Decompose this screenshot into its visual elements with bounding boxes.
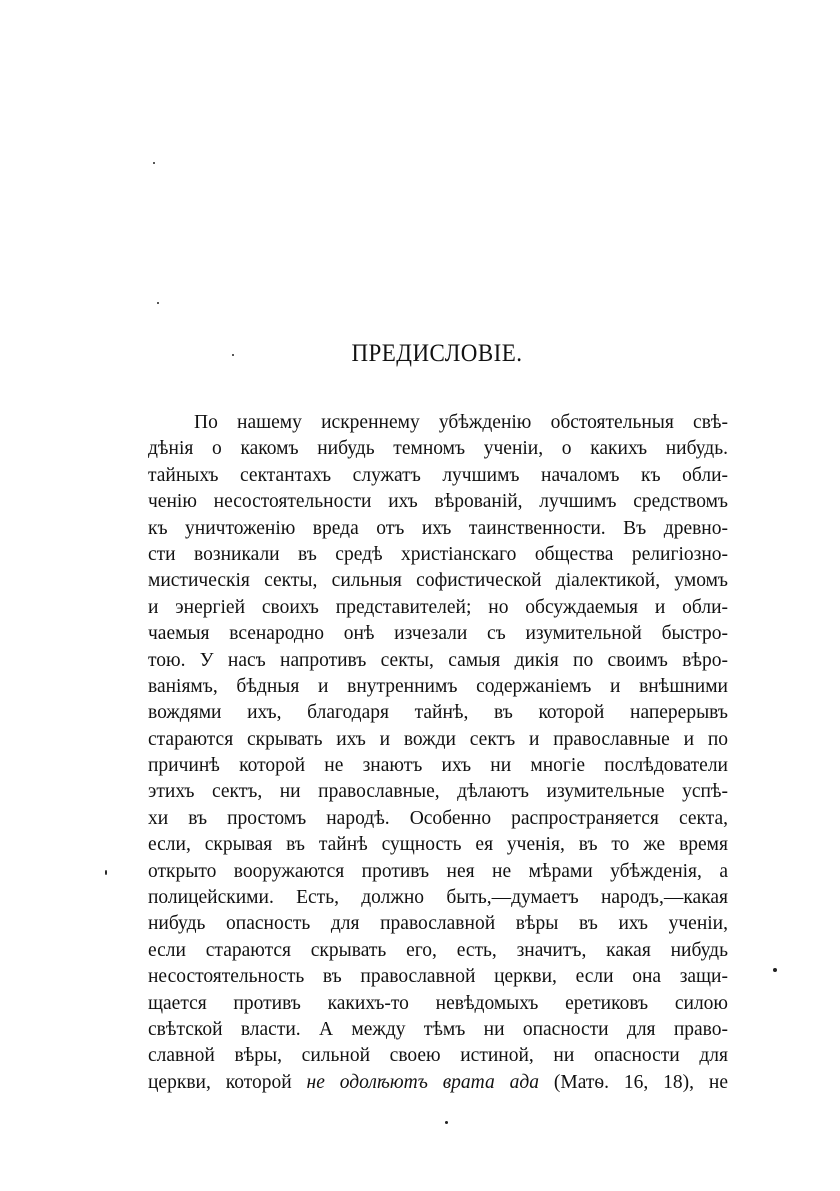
text-line: если стараются скрывать его, есть, значитъ, какая нибудь [148, 939, 728, 961]
scan-speck [773, 968, 777, 972]
scan-speck [153, 162, 155, 164]
text-line: свѣтской власти. А между тѣмъ ни опасности для право- [148, 1018, 728, 1040]
text-line: тайныхъ сектантахъ служатъ лучшимъ началомъ къ обли- [148, 464, 728, 486]
text-line: ваніямъ, бѣдныя и внутреннимъ содержаніемъ и внѣшними [148, 675, 728, 697]
text-line: сти возникали въ средѣ христіанскаго общества религіозно- [148, 543, 728, 565]
italic-quote: не одолѣютъ врата ада [306, 1071, 539, 1093]
text-fragment: (Матѳ. 16, 18), не [539, 1071, 728, 1093]
text-line: ченію несостоятельности ихъ вѣрованій, лучшимъ средствомъ [148, 491, 728, 513]
text-line: стараются скрывать ихъ и вожди сектъ и православные и по [148, 728, 728, 750]
text-line: къ уничтоженію вреда отъ ихъ таинственности. Въ древно- [148, 517, 728, 539]
scan-speck [232, 354, 234, 356]
text-line: этихъ сектъ, ни православные, дѣлаютъ изумительные успѣ- [148, 781, 728, 803]
scan-speck [157, 302, 159, 304]
text-line: дѣнія о какомъ нибудь темномъ ученіи, о какихъ нибудь. [148, 438, 728, 460]
text-line: мистическія секты, сильныя софистической діалектикой, умомъ [148, 570, 728, 592]
text-line: если, скрывая въ тайнѣ сущность ея ученія, въ то же время [148, 834, 728, 856]
scan-speck [445, 1121, 448, 1124]
text-line: и энергіей своихъ представителей; но обсуждаемыя и обли- [148, 596, 728, 618]
text-line-last [148, 1070, 728, 1096]
page-title: ПРЕДИСЛОВІЕ. [351, 340, 523, 367]
text-line: По нашему искреннему убѣжденію обстоятельныя свѣ- [194, 412, 728, 433]
scan-speck [105, 870, 107, 875]
text-line: нибудь опасность для православной вѣры въ ихъ ученіи, [148, 913, 728, 935]
text-line: чаемыя всенародно онѣ изчезали съ изумительной быстро- [148, 623, 728, 645]
text-line: полицейскими. Есть, должно быть,—думаетъ народъ,—какая [148, 887, 728, 909]
text-line: тою. У насъ напротивъ секты, самыя дикія по своимъ вѣро- [148, 649, 728, 671]
text-line: вождями ихъ, благодаря тайнѣ, въ которой наперерывъ [148, 702, 728, 724]
text-line: славной вѣры, сильной своею истиной, ни опасности для [148, 1045, 728, 1067]
text-line: несостоятельность въ православной церкви, если она защи- [148, 966, 728, 988]
text-line: открыто вооружаются противъ нея не мѣрами убѣжденія, а [148, 860, 728, 882]
text-line: причинѣ которой не знаютъ ихъ ни многіе послѣдователи [148, 755, 728, 777]
text-line: хи въ простомъ народѣ. Особенно распространяется секта, [148, 807, 728, 829]
text-line: щается противъ какихъ-то невѣдомыхъ еретиковъ силою [148, 992, 728, 1014]
text-fragment: церкви, которой [148, 1071, 307, 1093]
preface-paragraph [148, 410, 728, 1096]
